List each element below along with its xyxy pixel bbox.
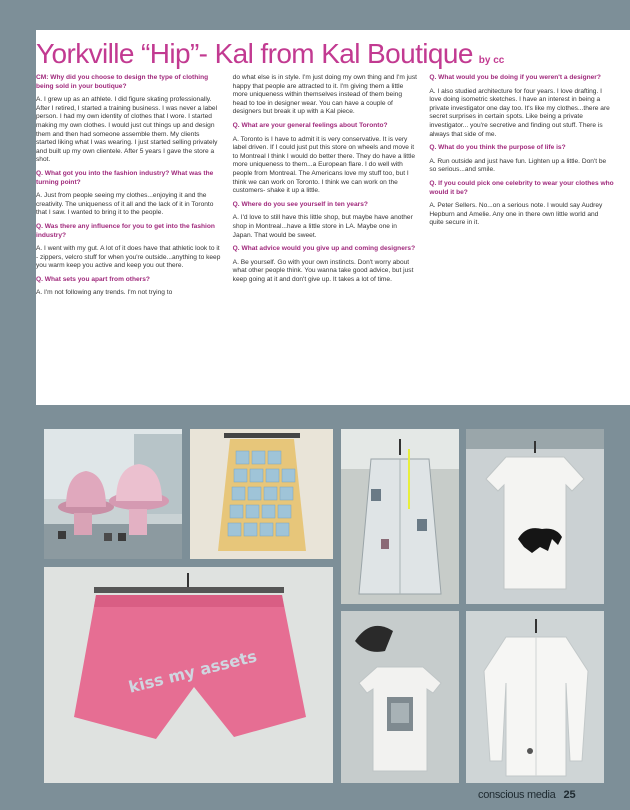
page-number: 25: [563, 789, 576, 801]
interview-question: Q. Where do you see yourself in ten years?: [232, 200, 368, 208]
interview-question: CM: Why did you choose to design the type of clothing being sold in your boutique?: [36, 74, 209, 90]
graphic-tee-image: [341, 611, 459, 783]
interview-answer: A. I grew up as an athlete. I did figure skating professionally. After I retired, I started a training business. I was never a label person. I had my own identity of clothes that I wore. I started making my own clothes. I would just cut things up and design them and then had someone assemble them. My clients started liking what I was wearing. I just started selling privately and built up my own clientele. After 5 years I gave the store a shot.: [36, 96, 218, 164]
column-3: [429, 74, 614, 303]
photo-skirt: [190, 429, 333, 559]
interview-question: Q. What are your general feelings about Toronto?: [232, 121, 388, 129]
photo-panther-tee: [466, 429, 604, 604]
photo-hats: [44, 429, 182, 559]
interview-answer: A. Run outside and just have fun. Lighten up a little. Don't be so serious...and smile.: [429, 157, 607, 174]
article-panel: [36, 30, 630, 405]
interview-answer: A. Be yourself. Go with your own instincts. Don't worry about what other people think. You wanna take good advice, but just keep going at it and don't give up. It takes a lot of time.: [232, 258, 414, 283]
pink-shorts-image: [44, 567, 333, 783]
interview-question: Q. What would you be doing if you weren't a designer?: [429, 74, 601, 81]
title-text: Yorkville “Hip”- Kal from Kal Boutique: [36, 38, 473, 69]
interview-question: Q. What sets you apart from others?: [36, 275, 150, 283]
interview-answer: A. I'd love to still have this little shop, but maybe have another shop in Montreal...have a little store in LA. Maybe one in Japan. That would be sweet.: [232, 214, 413, 239]
interview-answer: A. Just from people seeing my clothes...enjoying it and the creativity. The uniqueness of it all and the lack of it in Toronto that I saw. I wanted to bring it to the people.: [36, 192, 214, 217]
garment-bag-image: [341, 429, 459, 604]
interview-question: Q. Was there any influence for you to get into the fashion industry?: [36, 222, 215, 239]
shorts-print: kiss my assets: [126, 646, 259, 697]
article-columns: [36, 74, 614, 303]
hats-image: [44, 429, 182, 559]
photo-collage: [36, 425, 630, 787]
white-jacket-image: [466, 611, 604, 783]
interview-answer: A. Toronto is I have to admit it is very conservative. It is very label driven. If I could just put this store on wheels and move it to Montreal I think I would do better there. They do have a little more uniqueness to them...a European flare. I do well with people from Montreal. The Americans love my stuff too, but I think we can work on Toronto. I think we can work on the customers- shake it up a little.: [232, 135, 416, 195]
interview-question: Q. What advice would you give up and coming designers?: [232, 245, 416, 253]
column-2: [233, 74, 418, 303]
photo-graphic-tee: [341, 611, 459, 783]
interview-question: Q. If you could pick one celebrity to wear your clothes who would it be?: [429, 179, 614, 196]
skirt-image: [190, 429, 333, 559]
interview-answer: A. I went with my gut. A lot of it does have that athletic look to it - zippers, velcro stuff for when you're outside...anything to keep you warm keep you active and keep you out there.: [36, 245, 221, 270]
interview-answer: A. I'm not following any trends. I'm not trying to: [36, 289, 173, 297]
interview-answer: A. I also studied architecture for four years. I love drafting. I love doing isometric sketches. I have an interest in being a private investigator one day too. It's like my clothes...there are secret surprises in certain spots. Like being a private investigator... you're secretive and finding out stuff. There is always that side of me.: [429, 87, 610, 138]
interview-question: Q. What got you into the fashion industry? What was the turning point?: [36, 169, 214, 186]
column-1: [36, 74, 221, 303]
page-footer: [478, 789, 576, 801]
photo-white-jacket: [466, 611, 604, 783]
photo-garment-bag: [341, 429, 459, 604]
panther-tee-image: [466, 429, 604, 604]
article-title: [36, 38, 504, 70]
interview-question: Q. What do you think the purpose of life is?: [429, 144, 566, 152]
publication-name: conscious media: [478, 789, 556, 801]
photo-pink-shorts: [44, 567, 333, 783]
byline: by cc: [478, 55, 505, 66]
interview-answer: do what else is in style. I'm just doing my own thing and I'm just happy that people are attracted to it. I'm giving them a little more uniqueness within themselves instead of them being head to toe in designer wear. You can have a couple of designers but break it up with a Kal piece.: [232, 74, 417, 116]
interview-answer: A. Peter Sellers. No...on a serious note. I would say Audrey Hepburn and Amelie. Any one in there own little world and quite secure in it.: [429, 202, 603, 227]
